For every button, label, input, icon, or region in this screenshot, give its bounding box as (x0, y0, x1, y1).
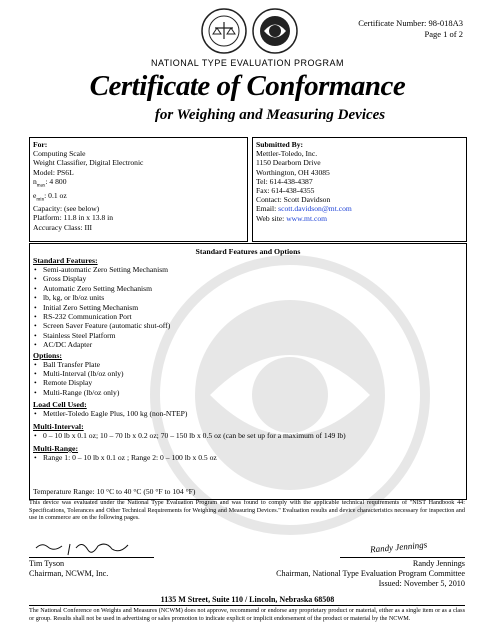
evaluation-note: This device was evaluated under the National Type Evaluation Program and was found to comply with the applicable technical requirements of "NIST Handbook 44: Specifications, Tolerances and Other Technical Requirements for Weighing and Measuring Devices." Evaluation results and device characteristics necessary for inspection and use in commerce are on the following pages. (29, 499, 465, 522)
device-line: Computing Scale (33, 149, 86, 159)
list-item: • 0 – 10 lb x 0.1 oz; 10 – 70 lb x 0.2 oz; 70 – 150 lb x 0.5 oz (can be set up for a maximum of 149 lb) (43, 431, 463, 440)
ncwm-seal-icon (201, 8, 247, 54)
load-cell-label: Load Cell Used: (33, 400, 87, 410)
n-max-value: : 4 800 (45, 176, 67, 186)
tim-tyson-signature-icon (32, 538, 152, 558)
device-line: Weight Classifier, Digital Electronic (33, 158, 144, 168)
footer-address: 1135 M Street, Suite 110 / Lincoln, Nebraska 68508 (160, 595, 335, 604)
options-list (33, 360, 463, 398)
list-item: • Mettler-Toledo Eagle Plus, 100 kg (non-NTEP) (43, 409, 463, 418)
certificate-subtitle: for Weighing and Measuring Devices (154, 107, 386, 123)
e-min-label: e (33, 190, 37, 200)
certificate-header (358, 18, 463, 40)
list-item: • lb, kg, or lb/oz units (43, 293, 463, 302)
submitter-fax: Fax: 614-438-4355 (256, 186, 315, 196)
options-label: Options: (33, 350, 63, 360)
standard-features-list (33, 265, 463, 350)
submitter-info-box (252, 137, 467, 242)
footer-divider (29, 605, 465, 606)
e-min-value: : 0.1 oz (44, 190, 67, 200)
e-min-sub: min (36, 197, 45, 203)
submitter-label: Submitted By: (256, 140, 304, 149)
multi-interval-list (33, 431, 463, 440)
web-label: Web site: (256, 213, 287, 223)
multi-range-list (33, 453, 463, 462)
device-line: Capacity: (see below) (33, 204, 100, 214)
list-item: • Ball Transfer Plate (43, 360, 463, 369)
temperature-range: Temperature Range: 10 °C to 40 °C (50 °F to 104 °F) (33, 487, 196, 496)
certificate-title: Certificate of Conformance (89, 70, 406, 102)
web-link[interactable]: www.mt.com (286, 213, 328, 223)
issued-date: Issued: November 5, 2010 (378, 579, 465, 588)
list-item: • AC/DC Adapter (43, 340, 463, 349)
program-name: NATIONAL TYPE EVALUATION PROGRAM (150, 58, 345, 68)
page-number: Page 1 of 2 (424, 29, 463, 39)
device-line: Model: PS6L (33, 167, 74, 177)
list-item: • Screen Saver Feature (automatic shut-off) (43, 321, 463, 330)
submitter-contact: Contact: Scott Davidson (256, 195, 331, 205)
list-item: • Semi-automatic Zero Setting Mechanism (43, 265, 463, 274)
list-item: • Remote Display (43, 378, 463, 387)
submitter-company: Mettler-Toledo, Inc. (256, 149, 318, 159)
n-max-line (33, 177, 244, 191)
submitter-address2: Worthington, OH 43085 (256, 167, 330, 177)
list-item: • Multi-Interval (lb/oz only) (43, 369, 463, 378)
device-line: Accuracy Class: III (33, 222, 93, 232)
footer-disclaimer: The National Conference on Weights and Measures (NCWM) does not approve, recommend or endorse any proprietary product or material, either as a single item or as a class or group. Results shall not be used in advertising or sales promotion to indicate explicit or implicit endorsement of the product or material by the NCWM. (29, 607, 465, 622)
list-item: • Stainless Steel Platform (43, 331, 463, 340)
submitter-email-line (256, 204, 463, 213)
standard-features-label: Standard Features: (33, 256, 98, 265)
submitter-address1: 1150 Dearborn Drive (256, 158, 321, 168)
load-cell-list (33, 409, 463, 418)
list-item: • Multi-Range (lb/oz only) (43, 388, 463, 397)
list-item: • Initial Zero Setting Mechanism (43, 303, 463, 312)
certificate-number: Certificate Number: 98-018A3 (358, 18, 463, 28)
n-max-sub: max (36, 183, 46, 189)
right-signatory-title: Chairman, National Type Evaluation Program Committee (276, 569, 465, 578)
list-item: • Automatic Zero Setting Mechanism (43, 284, 463, 293)
multi-interval-label: Multi-Interval: (33, 421, 84, 431)
left-signatory-name: Tim Tyson (29, 559, 65, 568)
email-link[interactable]: scott.davidson@mt.com (278, 204, 352, 214)
list-item: • RS-232 Communication Port (43, 312, 463, 321)
left-signatory (29, 559, 108, 579)
right-signatory-name: Randy Jennings (412, 559, 465, 568)
list-item: • Range 1: 0 – 10 lb x 0.1 oz ; Range 2: 0 – 100 lb x 0.5 oz (43, 453, 463, 462)
list-item: • Gross Display (43, 274, 463, 283)
device-label: For: (33, 140, 48, 149)
randy-jennings-signature: Randy Jennings (369, 539, 428, 555)
ntep-seal-icon (252, 8, 298, 54)
multi-range-label: Multi-Range: (33, 444, 79, 454)
device-line: Platform: 11.8 in x 13.8 in (33, 213, 114, 223)
features-title: Standard Features and Options (195, 247, 301, 256)
left-signature-line (29, 557, 154, 558)
email-label: Email: (256, 204, 279, 214)
submitter-tel: Tel: 614-438-4387 (256, 176, 313, 186)
device-info-box (29, 137, 248, 242)
submitter-web-line (256, 214, 463, 223)
right-signature-line (340, 557, 465, 558)
e-min-line (33, 191, 244, 205)
features-box (29, 243, 467, 500)
right-signatory (276, 559, 465, 589)
left-signatory-title: Chairman, NCWM, Inc. (29, 569, 109, 578)
n-max-label: n (33, 176, 37, 186)
